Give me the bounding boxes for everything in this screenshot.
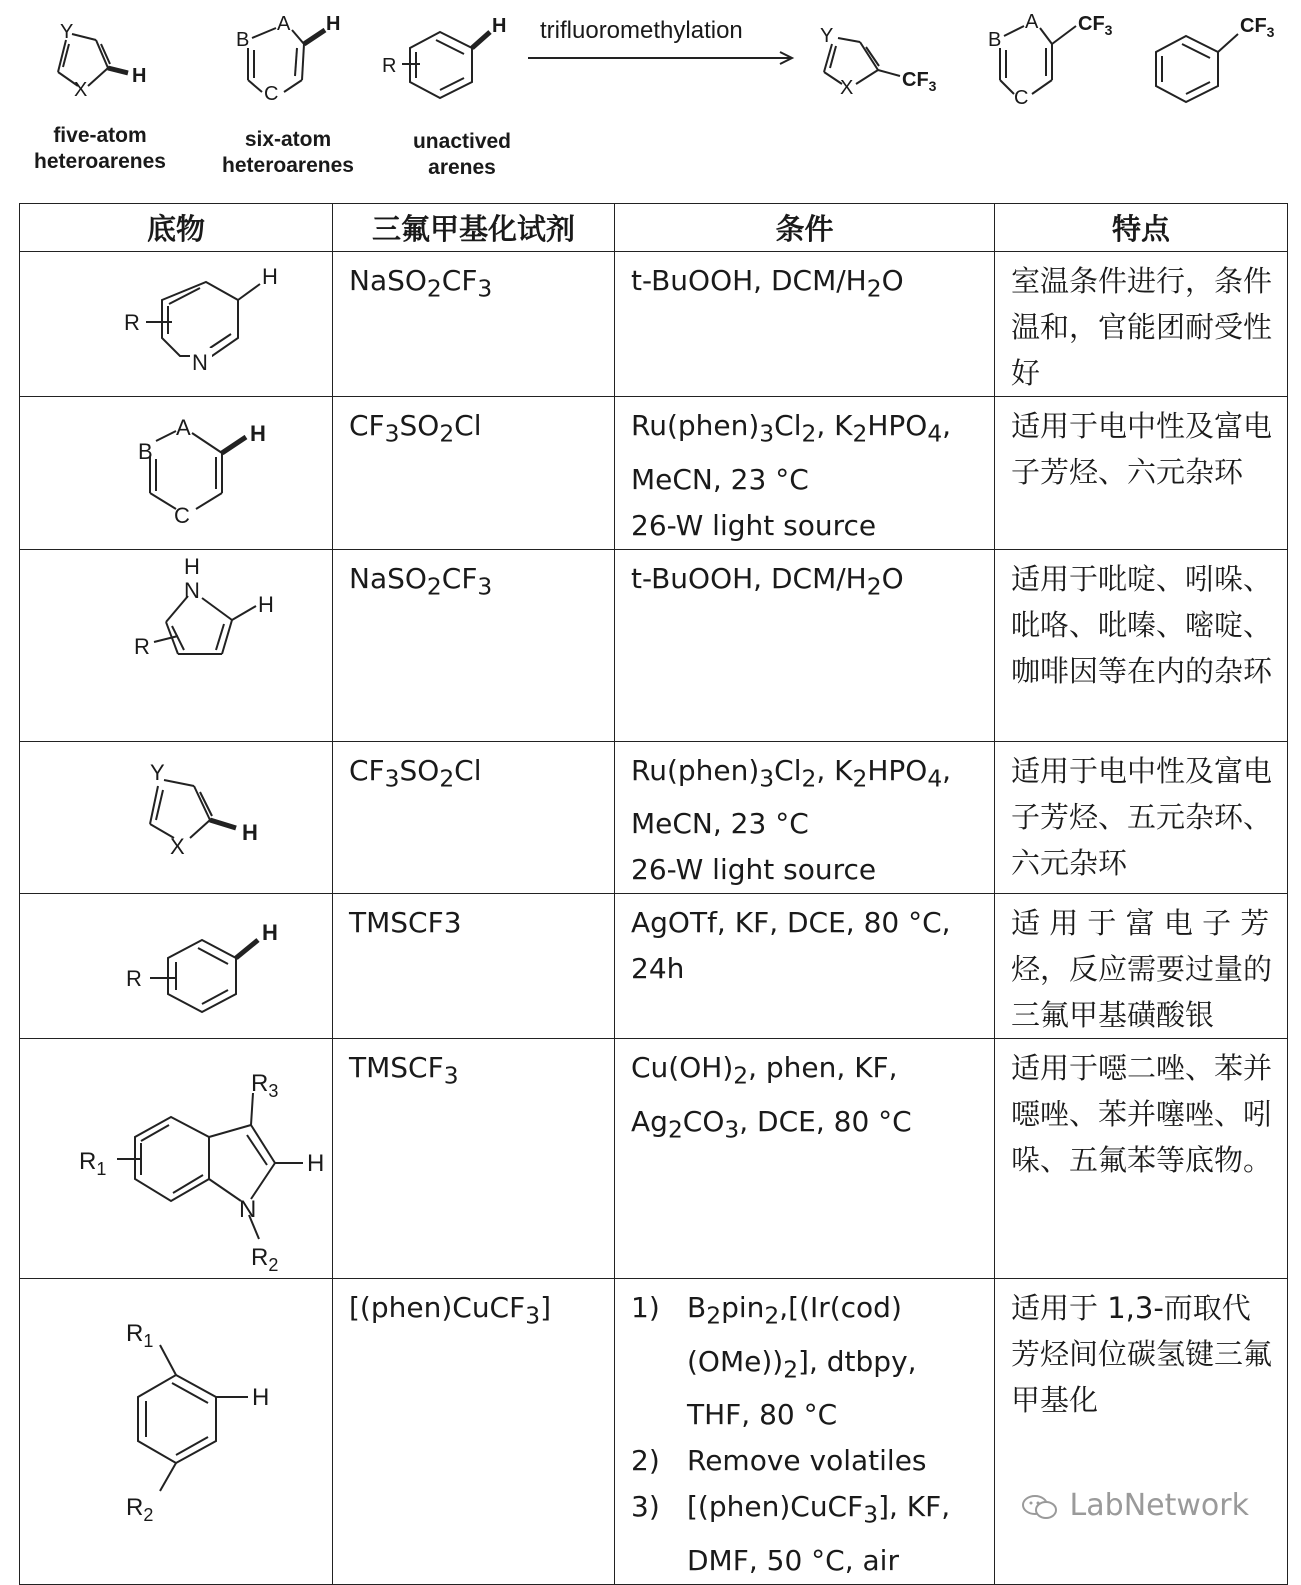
conditions-steps <box>631 1285 980 1584</box>
svg-text:H: H <box>307 1150 325 1178</box>
table-row <box>20 894 1288 1039</box>
features-cell: 适用于 1,3-而取代芳烃间位碳氢键三氟甲基化 <box>995 1279 1288 1585</box>
header-substrate: 底物 <box>20 204 333 252</box>
svg-text:R2: $R_2$ <box>251 1244 279 1276</box>
svg-text:R1: $R_1$ <box>79 1148 107 1180</box>
features-cell: 适 用 于 富 电 子 芳烃，反应需要过量的三氟甲基磺酸银 <box>995 894 1288 1039</box>
label-unactived-line1: unactived <box>412 130 512 153</box>
header-features: 特点 <box>995 204 1288 252</box>
features-cell: 适用于吡啶、吲哚、吡咯、吡嗪、嘧啶、咖啡因等在内的杂环 <box>995 549 1288 741</box>
svg-text:R: R <box>126 966 142 992</box>
six-atom-heteroarene-structure <box>26 397 326 537</box>
table-row <box>20 1039 1288 1279</box>
indole-structure <box>21 1039 331 1275</box>
reagent-cell <box>333 397 615 550</box>
svg-text:H: H <box>250 421 266 446</box>
step-3: 3) [(phen)CuCF$_3$], KF, DMF, 50 °C, air <box>631 1490 951 1577</box>
reagent-text: $CF_3SO_2Cl$ <box>349 753 482 793</box>
substrate-cell <box>20 1039 333 1279</box>
svg-text:X: X <box>170 833 185 859</box>
reagent-text: $CF_3SO_2Cl$ <box>349 409 482 448</box>
conditions-cell <box>615 1039 995 1279</box>
svg-text:H: H <box>258 591 274 617</box>
label-five-atom-line2: heteroarenes <box>34 150 166 173</box>
wechat-icon <box>1020 1492 1060 1522</box>
svg-text:C: C <box>1014 87 1029 109</box>
pyrrole-structure <box>26 550 326 690</box>
svg-text:N: N <box>239 1196 257 1224</box>
table-row <box>20 549 1288 741</box>
svg-text:B: B <box>138 439 153 464</box>
svg-text:R2: $R_2$ <box>126 1494 154 1526</box>
conditions-cell <box>615 549 995 741</box>
reagent-text: $TMSCF_3$ <box>349 1051 459 1090</box>
watermark-text: LabNetwork <box>1069 1488 1249 1523</box>
svg-text:H: H <box>262 264 278 289</box>
svg-text:N: N <box>192 350 208 375</box>
svg-text:CF3: $CF_3$ <box>902 69 937 94</box>
label-unactived-line2: arenes <box>428 156 496 179</box>
conditions-cell <box>615 1279 995 1585</box>
svg-text:B: B <box>236 29 250 51</box>
conditions-text: t-BuOOH, DCM/$H_2O$ <box>631 264 904 303</box>
svg-text:H: H <box>252 1384 270 1412</box>
features-cell: 适用于电中性及富电子芳烃、六元杂环 <box>995 397 1288 550</box>
table-header-row <box>20 204 1288 252</box>
svg-text:Y: Y <box>150 759 165 785</box>
arrow-label: trifluoromethylation <box>540 17 743 44</box>
svg-text:R: R <box>382 55 397 77</box>
table-row <box>20 252 1288 397</box>
reagent-cell <box>333 1039 615 1279</box>
conditions-cell <box>615 741 995 894</box>
svg-text:C: C <box>264 83 279 105</box>
pyridine-structure <box>26 252 326 392</box>
product-five-ring-structure <box>824 38 900 84</box>
svg-text:H: H <box>326 13 341 35</box>
reaction-scheme <box>0 0 1301 196</box>
reagent-text: [(phen)CuCF$_3$] <box>349 1291 551 1330</box>
reagent-text: $NaSO_2CF_3$ <box>349 561 493 601</box>
conditions-text: $Ru(phen)_3Cl_2$, $K_2HPO_4$, MeCN, 23 °C 26-W light source <box>631 409 952 542</box>
svg-text:X: X <box>74 79 88 101</box>
features-cell: 室温条件进行，条件温和，官能团耐受性好 <box>995 252 1288 397</box>
trifluoromethylation-table <box>19 203 1288 1585</box>
svg-text:A: A <box>176 415 191 440</box>
features-cell: 适用于噁二唑、苯并噁唑、苯并噻唑、吲哚、五氟苯等底物。 <box>995 1039 1288 1279</box>
svg-text:X: X <box>840 77 854 99</box>
header-conditions: 条件 <box>615 204 995 252</box>
disubstituted-arene-structure <box>26 1279 326 1563</box>
reagent-cell <box>333 549 615 741</box>
substrate-cell <box>20 549 333 741</box>
product-six-ring-structure <box>1000 26 1076 94</box>
table-row <box>20 741 1288 894</box>
substrate-cell <box>20 741 333 894</box>
conditions-cell <box>615 252 995 397</box>
label-six-atom-line2: heteroarenes <box>222 154 354 177</box>
svg-text:B: B <box>988 29 1002 51</box>
conditions-text: $Ru(phen)_3Cl_2$, $K_2HPO_4$, MeCN, 23 °C 26-W light source <box>631 753 952 887</box>
six-atom-heteroarene-structure <box>248 28 325 92</box>
reagent-text: TMSCF3 <box>349 906 462 940</box>
header-reagent: 三氟甲基化试剂 <box>333 204 615 252</box>
conditions-text: t-BuOOH, DCM/$H_2O$ <box>631 561 904 601</box>
svg-text:H: H <box>242 819 258 845</box>
svg-text:Y: Y <box>820 25 834 47</box>
substrate-cell <box>20 894 333 1039</box>
reagent-cell <box>333 1279 615 1585</box>
reagent-cell <box>333 894 615 1039</box>
svg-text:H: H <box>184 553 200 579</box>
conditions-cell <box>615 894 995 1039</box>
substrate-cell <box>20 1279 333 1585</box>
substrate-cell <box>20 397 333 550</box>
reagent-text: $NaSO_2CF_3$ <box>349 264 493 303</box>
watermark <box>1020 1488 1249 1523</box>
conditions-text: $Cu(OH)_2$, phen, KF, $Ag_2CO_3$, DCE, 80 °C <box>631 1051 912 1144</box>
product-benzene-structure <box>1156 34 1238 102</box>
svg-text:R1: $R_1$ <box>126 1320 154 1352</box>
step-2: 2) Remove volatiles <box>631 1444 927 1478</box>
svg-text:R3: $R_3$ <box>251 1070 279 1102</box>
table-row <box>20 1279 1288 1585</box>
substrate-cell <box>20 252 333 397</box>
reagent-cell <box>333 741 615 894</box>
svg-text:CF3: $CF_3$ <box>1078 13 1113 38</box>
unactivated-arene-structure <box>402 32 490 98</box>
five-atom-heteroarene-structure <box>26 742 326 882</box>
svg-text:R: R <box>124 310 140 335</box>
svg-text:A: A <box>277 13 291 35</box>
svg-text:R: R <box>134 633 150 659</box>
svg-text:Y: Y <box>60 21 74 43</box>
arene-structure <box>26 894 326 1034</box>
reagent-cell <box>333 252 615 397</box>
label-five-atom-line1: five-atom <box>53 124 147 147</box>
conditions-text: AgOTf, KF, DCE, 80 °C, 24h <box>631 906 951 986</box>
features-cell: 适用于电中性及富电子芳烃、五元杂环、六元杂环 <box>995 741 1288 894</box>
svg-text:A: A <box>1025 11 1039 33</box>
table-row <box>20 397 1288 550</box>
conditions-cell <box>615 397 995 550</box>
svg-text:H: H <box>132 65 147 87</box>
svg-text:H: H <box>492 15 507 37</box>
svg-text:C: C <box>174 503 190 528</box>
svg-text:CF3: $CF_3$ <box>1240 15 1275 40</box>
svg-text:H: H <box>262 920 278 946</box>
svg-text:N: N <box>184 577 200 603</box>
label-six-atom-line1: six-atom <box>244 128 332 151</box>
step-1: 1) $B_2pin_2,[(Ir(cod)(OMe))_2]$, dtbpy, THF, 80 °C <box>631 1291 917 1432</box>
